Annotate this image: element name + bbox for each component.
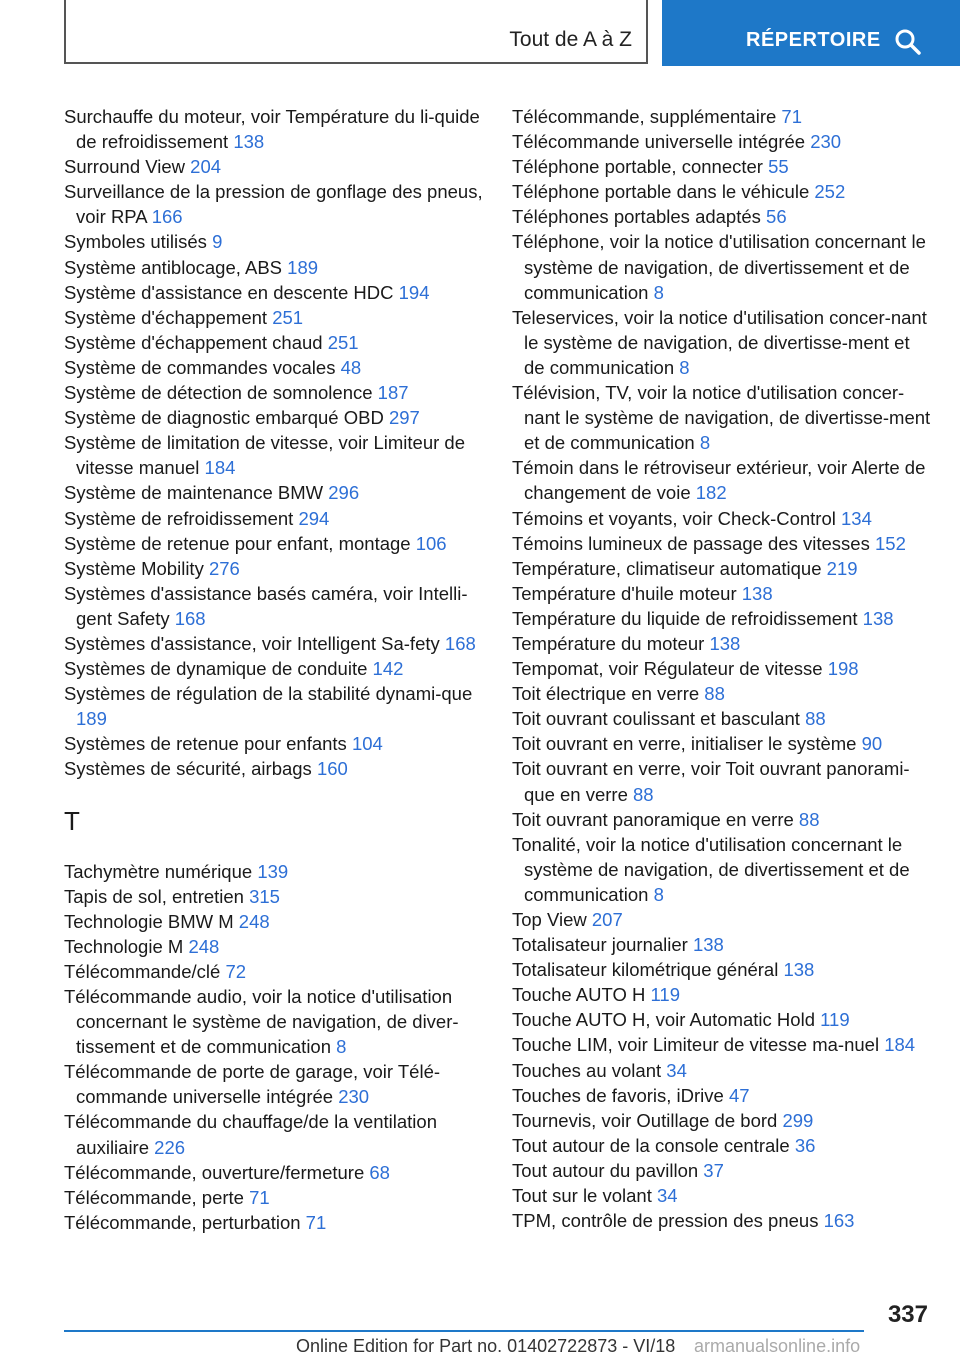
index-entry-text: Système d'assistance en descente HDC (64, 281, 399, 303)
index-entry-text: Télévision, TV, voir la notice d'utilisation concer-nant le système de navigation, de divertisse-ment et de communication (512, 382, 931, 454)
page-reference-link[interactable]: 138 (783, 959, 815, 981)
index-entry (512, 1058, 932, 1083)
page-reference-link[interactable]: 163 (823, 1210, 855, 1232)
page-number: 337 (887, 1301, 928, 1328)
index-entry-text: Surround View (64, 156, 191, 178)
index-entry-text: Système d'échappement (64, 306, 273, 328)
page-reference-link[interactable]: 184 (884, 1034, 916, 1056)
index-entry-text: Système Mobility (64, 557, 209, 579)
index-entry-text: Toit ouvrant en verre, voir Toit ouvrant panorami-que en verre (512, 758, 910, 805)
index-entry-text: Système de maintenance BMW (64, 482, 329, 504)
index-entry-text: Toit ouvrant panoramique en verre (512, 808, 799, 830)
index-entry-text: Systèmes de retenue pour enfants (64, 733, 352, 755)
index-entry-text: Top View (512, 909, 592, 930)
index-entry (512, 455, 932, 505)
index-entry-text: Systèmes de dynamique de conduite (64, 658, 373, 680)
index-entry (64, 859, 489, 884)
page-reference-link[interactable]: 138 (692, 934, 724, 956)
page-reference-link[interactable]: 36 (794, 1134, 816, 1156)
index-entry-text: Tachymètre numérique (64, 860, 258, 882)
page-reference-link[interactable]: 56 (766, 206, 787, 228)
index-entry-text: Température d'huile moteur (512, 582, 742, 604)
index-entry (64, 656, 489, 681)
index-entry (512, 1032, 932, 1057)
index-entry-text: Température du liquide de refroidissement (512, 607, 863, 629)
index-entry-text: Systèmes de régulation de la stabilité dynami-que (64, 683, 473, 705)
index-entry (512, 807, 932, 832)
index-entry-text: Téléphone, voir la notice d'utilisation concernant le système de navigation, de divertissement et de communication (512, 231, 926, 303)
index-entry (64, 255, 489, 280)
index-entry (512, 1158, 932, 1183)
index-entry-text: Touche AUTO H (512, 984, 651, 1006)
page-reference-link[interactable]: 226 (154, 1136, 186, 1158)
index-entry-text: Teleservices, voir la notice d'utilisation concer-nant le système de navigation, de divertisse-ment et de communication (512, 306, 927, 378)
page-reference-link[interactable]: 168 (444, 632, 476, 654)
page-reference-link[interactable]: 252 (814, 181, 846, 203)
index-entry-text: Systèmes de sécurité, airbags (64, 758, 317, 780)
index-entry (64, 305, 489, 330)
page-reference-link[interactable]: 72 (225, 960, 247, 982)
page-reference-link[interactable]: 276 (208, 557, 240, 579)
index-entry (64, 731, 489, 756)
index-entry-text: Système de diagnostic embarqué OBD (64, 407, 389, 429)
page-reference-link[interactable]: 48 (340, 356, 362, 378)
page-reference-link[interactable]: 189 (76, 708, 107, 730)
page-reference-link[interactable]: 55 (768, 156, 789, 178)
index-entry-text: Télécommande universelle intégrée (512, 131, 811, 153)
index-entry (512, 982, 932, 1007)
index-entry (512, 154, 932, 179)
watermark: armanualsonline.info (694, 1336, 861, 1356)
index-entry-text: Système de commandes vocales (64, 356, 341, 378)
index-group-t (64, 859, 489, 1235)
index-entry (64, 556, 489, 581)
page-reference-link[interactable]: 138 (233, 131, 265, 153)
index-entry-text: Tout autour du pavillon (512, 1159, 704, 1181)
index-entry (64, 179, 489, 229)
page-reference-link[interactable]: 119 (650, 984, 680, 1006)
page-reference-link[interactable]: 299 (782, 1109, 814, 1131)
index-entry-text: Téléphone portable dans le véhicule (512, 181, 815, 203)
index-entry (512, 204, 932, 229)
index-entry (512, 129, 932, 154)
index-entry (512, 1007, 932, 1032)
index-entry (512, 305, 932, 380)
page-reference-link[interactable]: 297 (388, 407, 420, 429)
page-reference-link[interactable]: 88 (805, 708, 826, 730)
index-entry-text: Télécommande, supplémentaire (512, 106, 782, 127)
index-column-left (64, 104, 489, 1235)
index-entry (64, 984, 489, 1059)
page-header (0, 0, 960, 66)
index-entry (512, 681, 932, 706)
index-entry-text: Système de limitation de vitesse, voir Limiteur de vitesse manuel (64, 432, 466, 479)
index-entry (64, 1185, 489, 1210)
page-reference-link[interactable]: 90 (861, 733, 883, 755)
index-entry (512, 731, 932, 756)
page-reference-link[interactable]: 138 (862, 607, 894, 629)
page-reference-link[interactable]: 138 (709, 632, 741, 654)
index-entry (64, 229, 489, 254)
index-entry (64, 154, 489, 179)
index-entry (64, 681, 489, 731)
index-entry (512, 556, 932, 581)
index-entry (64, 631, 489, 656)
index-entry-text: Système de refroidissement (64, 507, 299, 529)
index-entry-text: Température, climatiseur automatique (512, 557, 827, 579)
index-entry (512, 606, 932, 631)
index-entry-text: Tout autour de la console centrale (512, 1134, 795, 1156)
page-reference-link[interactable]: 296 (328, 482, 360, 504)
index-entry (512, 706, 932, 731)
index-group-t-continued (512, 104, 932, 1233)
index-entry (64, 380, 489, 405)
page-reference-link[interactable]: 182 (695, 482, 727, 504)
index-entry-text: Systèmes d'assistance basés caméra, voir Intelli-gent Safety (64, 582, 468, 629)
index-entry-text: Systèmes d'assistance, voir Intelligent Sa-fety (64, 632, 445, 654)
index-entry (512, 380, 932, 455)
index-entry-text: Toit électrique en verre (512, 683, 705, 705)
page-reference-link[interactable]: 47 (728, 1084, 750, 1106)
index-entry-text: Système de retenue pour enfant, montage (64, 532, 416, 554)
page-reference-link[interactable]: 119 (820, 1009, 850, 1031)
index-entry (512, 631, 932, 656)
index-entry (512, 756, 932, 806)
page-reference-link[interactable]: 294 (298, 507, 330, 529)
footer-divider (64, 1330, 864, 1332)
page-reference-link[interactable]: 139 (257, 860, 289, 882)
index-entry-text: Témoin dans le rétroviseur extérieur, voir Alerte de changement de voie (512, 457, 926, 504)
index-entry-text: Téléphone portable, connecter (512, 156, 769, 178)
page-reference-link[interactable]: 198 (827, 658, 859, 680)
index-entry-text: Toit ouvrant en verre, initialiser le système (512, 733, 862, 755)
page-reference-link[interactable]: 142 (372, 658, 404, 680)
page-reference-link[interactable]: 187 (377, 382, 409, 404)
index-entry-text: Technologie M (64, 935, 189, 957)
index-entry (64, 531, 489, 556)
index-entry-text: Système d'échappement chaud (64, 331, 328, 353)
index-entry-text: Télécommande, ouverture/fermeture (64, 1161, 370, 1183)
page-reference-link[interactable]: 166 (151, 206, 183, 228)
page-reference-link[interactable]: 71 (781, 106, 802, 127)
repertoire-label: RÉPERTOIRE (746, 29, 881, 51)
index-entry-text: Télécommande du chauffage/de la ventilation auxiliaire (64, 1111, 437, 1158)
index-entry-text: Surchauffe du moteur, voir Température du li-quide de refroidissement (64, 106, 480, 153)
page-reference-link[interactable]: 168 (174, 607, 206, 629)
index-entry-text: Télécommande/clé (64, 960, 226, 982)
page-reference-link[interactable]: 134 (841, 507, 872, 529)
page-reference-link[interactable]: 71 (305, 1211, 327, 1233)
index-entry (512, 506, 932, 531)
section-tab[interactable] (64, 0, 648, 64)
index-entry-text: Touche LIM, voir Limiteur de vitesse ma-nuel (512, 1034, 885, 1056)
index-entry (64, 1210, 489, 1235)
index-entry-text: Tempomat, voir Régulateur de vitesse (512, 658, 828, 680)
index-entry (64, 405, 489, 430)
index-entry (64, 104, 489, 154)
index-entry-text: Touches au volant (512, 1059, 667, 1081)
page-reference-link[interactable]: 34 (657, 1185, 678, 1207)
index-entry (512, 1208, 932, 1233)
index-entry-text: Symboles utilisés (64, 231, 213, 253)
index-entry-text: Température du moteur (512, 632, 710, 654)
index-entry (512, 531, 932, 556)
page-reference-link[interactable]: 8 (699, 432, 711, 454)
page-reference-link[interactable]: 88 (798, 808, 820, 830)
repertoire-tab[interactable] (662, 0, 960, 66)
index-entry-text: Témoins et voyants, voir Check-Control (512, 507, 842, 529)
index-entry-text: Témoins lumineux de passage des vitesses (512, 532, 875, 554)
page-reference-link[interactable]: 315 (249, 885, 280, 907)
index-entry-text: Totalisateur journalier (512, 934, 693, 956)
section-title: Tout de A à Z (509, 28, 632, 51)
index-entry (64, 884, 489, 909)
page-reference-link[interactable]: 104 (351, 733, 383, 755)
index-entry-text: Tout sur le volant (512, 1185, 657, 1207)
index-entry (64, 909, 489, 934)
page-reference-link[interactable]: 8 (653, 281, 664, 303)
page-reference-link[interactable]: 207 (591, 909, 623, 930)
page-reference-link[interactable]: 230 (810, 131, 842, 153)
index-entry (512, 1183, 932, 1208)
page-reference-link[interactable]: 194 (398, 281, 430, 303)
index-entry (512, 832, 932, 907)
index-entry (64, 506, 489, 531)
index-entry (512, 229, 932, 304)
index-entry-text: Tournevis, voir Outillage de bord (512, 1109, 783, 1131)
page-reference-link[interactable]: 138 (741, 582, 773, 604)
page-reference-link[interactable]: 251 (272, 306, 304, 328)
page-reference-link[interactable]: 8 (679, 356, 690, 378)
index-entry (64, 430, 489, 480)
index-entry (512, 932, 932, 957)
index-entry-text: Tapis de sol, entretien (64, 885, 250, 907)
page-reference-link[interactable]: 184 (204, 457, 236, 479)
index-entry (64, 280, 489, 305)
index-entry (64, 934, 489, 959)
page-reference-link[interactable]: 34 (666, 1059, 687, 1081)
index-entry (64, 756, 489, 781)
index-entry (64, 330, 489, 355)
index-entry (512, 907, 932, 932)
index-entry (512, 1083, 932, 1108)
page-reference-link[interactable]: 219 (826, 557, 858, 579)
index-entry (64, 959, 489, 984)
page-reference-link[interactable]: 189 (287, 256, 319, 278)
page-reference-link[interactable]: 248 (238, 910, 270, 932)
page-reference-link[interactable]: 71 (249, 1186, 270, 1208)
index-entry (64, 1160, 489, 1185)
page-reference-link[interactable]: 88 (704, 683, 725, 705)
index-entry-text: Technologie BMW M (64, 910, 239, 932)
index-letter-heading: T (64, 805, 80, 836)
page-reference-link[interactable]: 160 (316, 758, 348, 780)
index-entry-text: Touches de favoris, iDrive (512, 1084, 729, 1106)
page-reference-link[interactable]: 37 (703, 1159, 724, 1181)
index-entry-text: Totalisateur kilométrique général (512, 959, 784, 981)
index-entry (64, 581, 489, 631)
index-entry-text: Système de détection de somnolence (64, 382, 378, 404)
index-entry-text: Système antiblocage, ABS (64, 256, 288, 278)
page-reference-link[interactable]: 251 (327, 331, 359, 353)
index-entry (512, 957, 932, 982)
index-entry (512, 179, 932, 204)
page-reference-link[interactable]: 230 (338, 1086, 370, 1108)
index-entry-text: Touche AUTO H, voir Automatic Hold (512, 1009, 821, 1031)
page-reference-link[interactable]: 152 (875, 532, 906, 554)
index-entry (512, 104, 932, 129)
index-entry (512, 1108, 932, 1133)
index-entry-text: Télécommande audio, voir la notice d'utilisation concernant le système de navigation, de diver-tissement et de communication (64, 986, 459, 1058)
index-entry (64, 480, 489, 505)
index-entry (512, 1133, 932, 1158)
page-reference-link[interactable]: 88 (633, 783, 654, 805)
index-entry (64, 355, 489, 380)
index-entry-text: Toit ouvrant coulissant et basculant (512, 708, 806, 730)
index-entry-text: Tonalité, voir la notice d'utilisation concernant le système de navigation, de divertissement et de communication (512, 833, 910, 905)
index-group-s (64, 104, 489, 782)
index-entry (512, 656, 932, 681)
page-reference-link[interactable]: 68 (369, 1161, 390, 1183)
index-column-right (512, 104, 932, 1233)
index-entry (64, 1059, 489, 1109)
index-entry-text: Surveillance de la pression de gonflage des pneus, voir RPA (64, 181, 483, 228)
index-entry-text: Téléphones portables adaptés (512, 206, 767, 228)
edition-footer: Online Edition for Part no. 01402722873 - VI/18 (296, 1336, 676, 1356)
index-entry-text: Télécommande, perturbation (64, 1211, 306, 1233)
index-entry (64, 1109, 489, 1159)
page-reference-link[interactable]: 204 (190, 156, 222, 178)
index-entry-text: TPM, contrôle de pression des pneus (512, 1210, 824, 1232)
index-entry-text: Télécommande, perte (64, 1186, 250, 1208)
page-reference-link[interactable]: 8 (336, 1036, 347, 1058)
index-entry (512, 581, 932, 606)
page-reference-link[interactable]: 9 (212, 231, 223, 253)
page-reference-link[interactable]: 8 (653, 883, 664, 905)
page-reference-link[interactable]: 106 (415, 532, 447, 554)
index-entry-text: Télécommande de porte de garage, voir Télé-commande universelle intégrée (64, 1061, 441, 1108)
page-reference-link[interactable]: 248 (188, 935, 220, 957)
search-icon[interactable] (894, 28, 922, 56)
